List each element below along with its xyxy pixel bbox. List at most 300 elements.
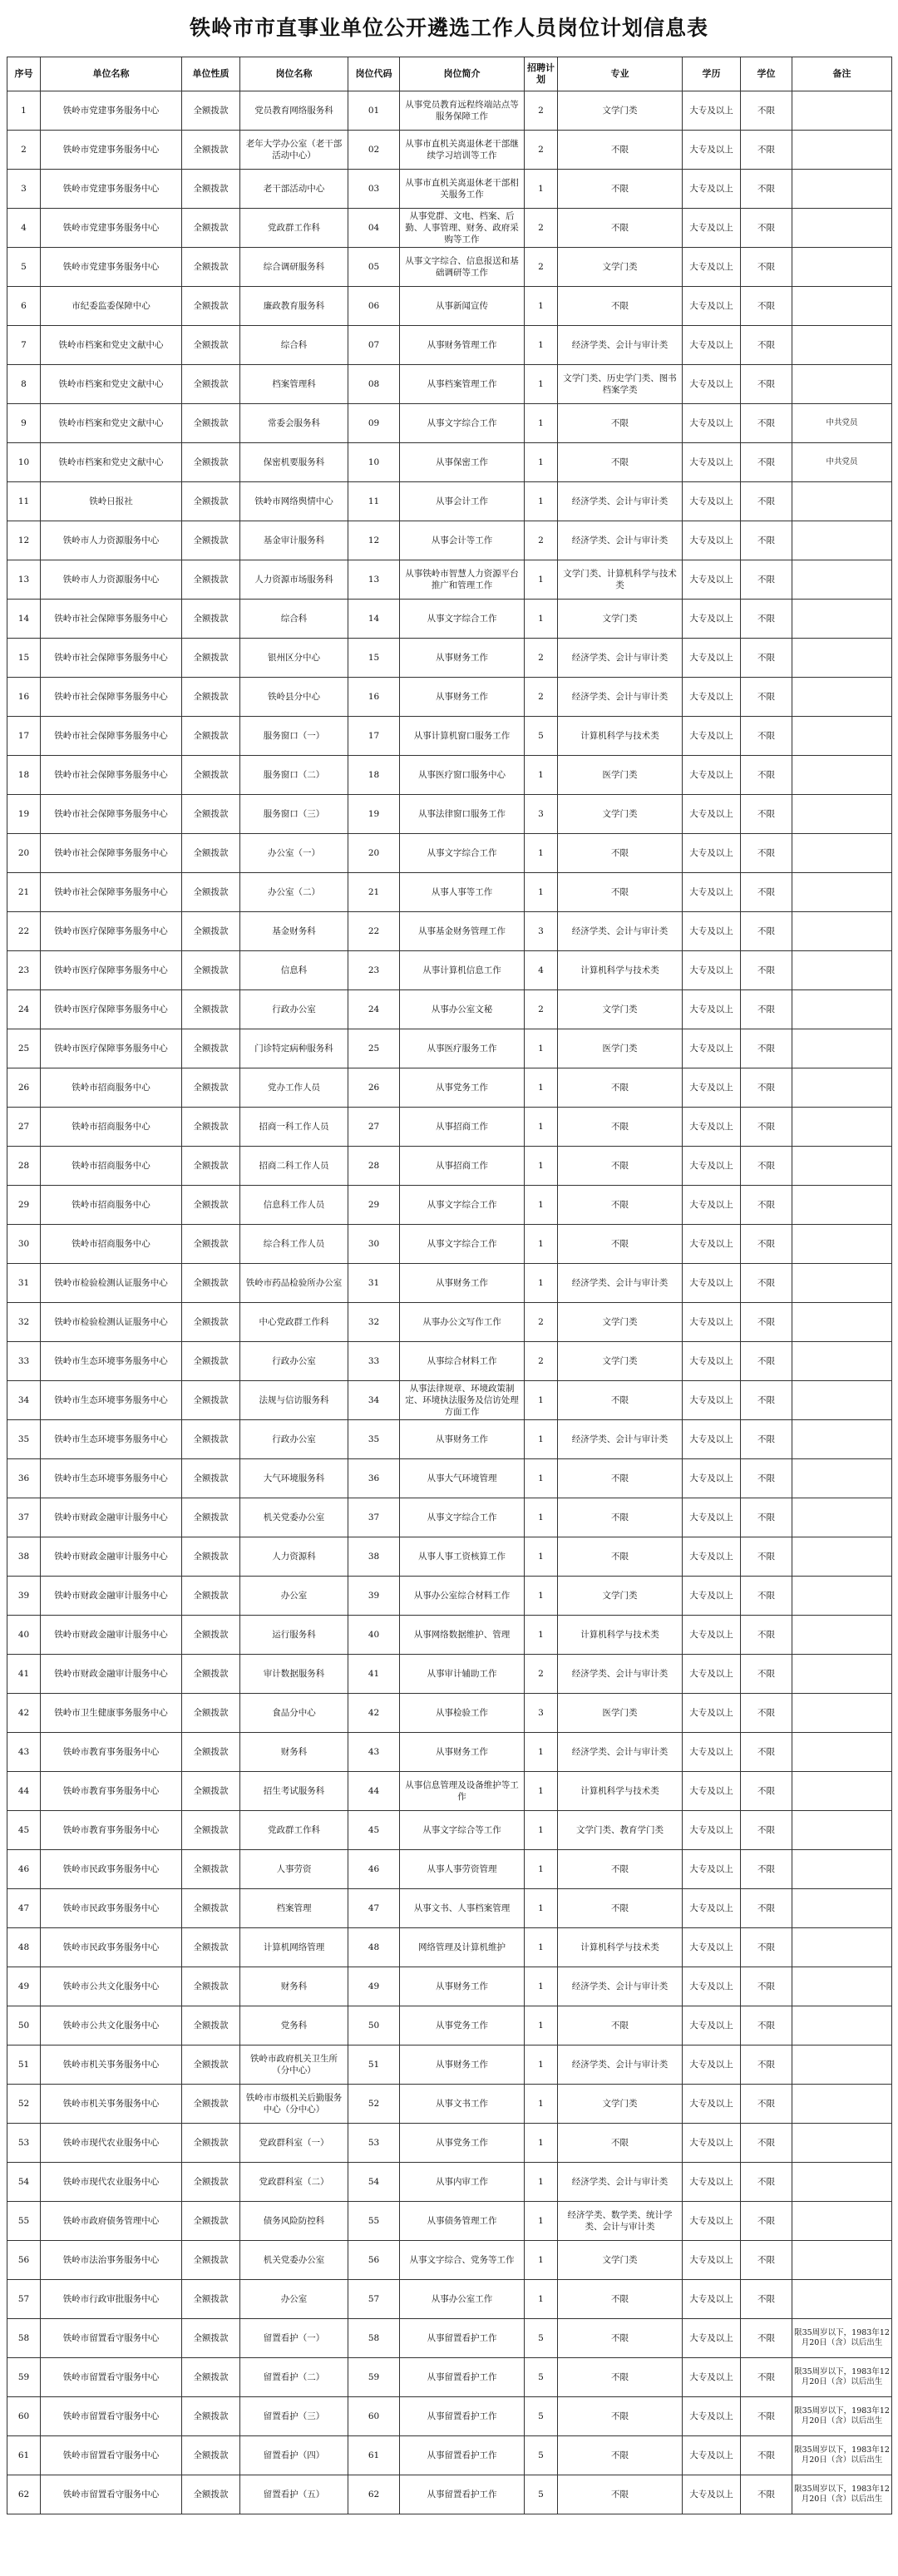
cell-position-code: 16 xyxy=(348,678,400,717)
cell-position-code: 10 xyxy=(348,443,400,482)
cell-education: 大专及以上 xyxy=(683,521,741,560)
cell-position-code: 29 xyxy=(348,1186,400,1225)
cell-education: 大专及以上 xyxy=(683,1811,741,1850)
cell-position-code: 25 xyxy=(348,1029,400,1068)
cell-remark xyxy=(792,1655,892,1694)
cell-position-description: 从事文字综合工作 xyxy=(400,404,525,443)
cell-position-code: 07 xyxy=(348,326,400,365)
cell-major: 经济学类、会计与审计类 xyxy=(558,912,683,951)
cell-index: 20 xyxy=(7,834,41,873)
cell-position-description: 从事人事工资核算工作 xyxy=(400,1537,525,1577)
cell-major: 文学门类 xyxy=(558,2085,683,2124)
table-row xyxy=(7,326,892,365)
cell-hiring-quota: 2 xyxy=(525,91,558,131)
cell-education: 大专及以上 xyxy=(683,2163,741,2202)
cell-remark xyxy=(792,990,892,1029)
table-row xyxy=(7,1264,892,1303)
cell-position-description: 从事文字综合工作 xyxy=(400,834,525,873)
table-row xyxy=(7,1850,892,1889)
cell-unit-name: 铁岭市招商服务中心 xyxy=(41,1068,182,1108)
cell-position-name: 铁岭市市级机关后勤服务中心（分中心） xyxy=(240,2085,348,2124)
cell-degree: 不限 xyxy=(741,1537,792,1577)
cell-education: 大专及以上 xyxy=(683,1772,741,1811)
cell-major: 不限 xyxy=(558,2475,683,2514)
table-row xyxy=(7,1029,892,1068)
cell-remark xyxy=(792,951,892,990)
cell-index: 56 xyxy=(7,2241,41,2280)
cell-position-description: 从事招商工作 xyxy=(400,1147,525,1186)
cell-education: 大专及以上 xyxy=(683,560,741,600)
table-row xyxy=(7,2280,892,2319)
cell-education: 大专及以上 xyxy=(683,1928,741,1967)
cell-major: 经济学类、会计与审计类 xyxy=(558,1264,683,1303)
cell-degree: 不限 xyxy=(741,365,792,404)
table-row xyxy=(7,912,892,951)
cell-remark xyxy=(792,2046,892,2085)
cell-position-name: 审计数据服务科 xyxy=(240,1655,348,1694)
cell-position-name: 留置看护（一） xyxy=(240,2319,348,2358)
cell-position-description: 从事财务工作 xyxy=(400,1967,525,2006)
table-row xyxy=(7,1498,892,1537)
cell-index: 9 xyxy=(7,404,41,443)
cell-position-code: 59 xyxy=(348,2358,400,2397)
cell-remark xyxy=(792,1772,892,1811)
cell-hiring-quota: 1 xyxy=(525,1889,558,1928)
cell-education: 大专及以上 xyxy=(683,873,741,912)
cell-unit-nature: 全额拨款 xyxy=(182,1733,240,1772)
cell-position-description: 从事文字综合、信息报送和基础调研等工作 xyxy=(400,248,525,287)
cell-remark xyxy=(792,2241,892,2280)
cell-unit-nature: 全额拨款 xyxy=(182,1850,240,1889)
cell-position-code: 17 xyxy=(348,717,400,756)
cell-position-code: 24 xyxy=(348,990,400,1029)
cell-position-code: 62 xyxy=(348,2475,400,2514)
cell-unit-nature: 全额拨款 xyxy=(182,1928,240,1967)
cell-position-description: 从事文字综合工作 xyxy=(400,1186,525,1225)
cell-remark xyxy=(792,1420,892,1459)
table-row xyxy=(7,1068,892,1108)
cell-unit-name: 铁岭市社会保障事务服务中心 xyxy=(41,756,182,795)
cell-position-code: 08 xyxy=(348,365,400,404)
cell-index: 6 xyxy=(7,287,41,326)
cell-index: 43 xyxy=(7,1733,41,1772)
cell-degree: 不限 xyxy=(741,2006,792,2046)
cell-position-name: 档案管理科 xyxy=(240,365,348,404)
cell-unit-name: 铁岭市医疗保障事务服务中心 xyxy=(41,951,182,990)
cell-position-description: 从事文书工作 xyxy=(400,2085,525,2124)
cell-index: 4 xyxy=(7,209,41,248)
cell-position-description: 从事市直机关离退休老干部相关服务工作 xyxy=(400,170,525,209)
cell-position-name: 行政办公室 xyxy=(240,990,348,1029)
cell-position-code: 52 xyxy=(348,2085,400,2124)
cell-major: 不限 xyxy=(558,1068,683,1108)
cell-position-name: 机关党委办公室 xyxy=(240,2241,348,2280)
cell-degree: 不限 xyxy=(741,1381,792,1420)
cell-major: 不限 xyxy=(558,2006,683,2046)
cell-major: 文学门类 xyxy=(558,795,683,834)
cell-unit-name: 铁岭市招商服务中心 xyxy=(41,1186,182,1225)
cell-index: 52 xyxy=(7,2085,41,2124)
cell-index: 10 xyxy=(7,443,41,482)
cell-degree: 不限 xyxy=(741,795,792,834)
cell-major: 计算机科学与技术类 xyxy=(558,1772,683,1811)
cell-index: 59 xyxy=(7,2358,41,2397)
cell-position-code: 45 xyxy=(348,1811,400,1850)
cell-hiring-quota: 1 xyxy=(525,1420,558,1459)
cell-education: 大专及以上 xyxy=(683,951,741,990)
table-row xyxy=(7,1147,892,1186)
cell-position-code: 05 xyxy=(348,248,400,287)
cell-remark xyxy=(792,131,892,170)
table-row xyxy=(7,1928,892,1967)
cell-remark xyxy=(792,2280,892,2319)
cell-education: 大专及以上 xyxy=(683,1303,741,1342)
table-row xyxy=(7,1967,892,2006)
cell-hiring-quota: 1 xyxy=(525,1147,558,1186)
cell-unit-nature: 全额拨款 xyxy=(182,1811,240,1850)
cell-hiring-quota: 1 xyxy=(525,1186,558,1225)
cell-unit-name: 市纪委监委保障中心 xyxy=(41,287,182,326)
cell-position-name: 综合调研服务科 xyxy=(240,248,348,287)
cell-position-name: 铁岭市网络舆情中心 xyxy=(240,482,348,521)
cell-index: 58 xyxy=(7,2319,41,2358)
cell-position-name: 服务窗口（二） xyxy=(240,756,348,795)
cell-degree: 不限 xyxy=(741,2436,792,2475)
cell-hiring-quota: 2 xyxy=(525,209,558,248)
cell-position-description: 从事财务工作 xyxy=(400,1733,525,1772)
header-cell-description: 岗位简介 xyxy=(400,57,525,91)
cell-position-name: 食品分中心 xyxy=(240,1694,348,1733)
cell-unit-name: 铁岭市生态环境事务服务中心 xyxy=(41,1459,182,1498)
table-row xyxy=(7,2202,892,2241)
cell-position-code: 50 xyxy=(348,2006,400,2046)
cell-position-name: 计算机网络管理 xyxy=(240,1928,348,1967)
cell-hiring-quota: 1 xyxy=(525,1850,558,1889)
cell-education: 大专及以上 xyxy=(683,1459,741,1498)
cell-education: 大专及以上 xyxy=(683,2202,741,2241)
cell-index: 11 xyxy=(7,482,41,521)
cell-remark xyxy=(792,91,892,131)
cell-degree: 不限 xyxy=(741,1420,792,1459)
cell-position-description: 从事新闻宣传 xyxy=(400,287,525,326)
cell-unit-name: 铁岭市公共文化服务中心 xyxy=(41,2006,182,2046)
cell-major: 不限 xyxy=(558,1147,683,1186)
cell-remark xyxy=(792,834,892,873)
table-row xyxy=(7,1108,892,1147)
cell-position-code: 51 xyxy=(348,2046,400,2085)
cell-index: 48 xyxy=(7,1928,41,1967)
table-row xyxy=(7,1889,892,1928)
cell-position-description: 从事留置看护工作 xyxy=(400,2475,525,2514)
cell-position-code: 23 xyxy=(348,951,400,990)
cell-remark xyxy=(792,1616,892,1655)
cell-position-description: 从事文字综合工作 xyxy=(400,1498,525,1537)
cell-position-code: 41 xyxy=(348,1655,400,1694)
cell-hiring-quota: 1 xyxy=(525,2202,558,2241)
cell-remark xyxy=(792,521,892,560)
table-row xyxy=(7,131,892,170)
cell-position-description: 从事档案管理工作 xyxy=(400,365,525,404)
cell-remark xyxy=(792,1068,892,1108)
cell-position-description: 从事办公文写作工作 xyxy=(400,1303,525,1342)
cell-position-code: 06 xyxy=(348,287,400,326)
cell-hiring-quota: 5 xyxy=(525,2358,558,2397)
cell-unit-name: 铁岭市社会保障事务服务中心 xyxy=(41,600,182,639)
cell-major: 经济学类、会计与审计类 xyxy=(558,1655,683,1694)
cell-education: 大专及以上 xyxy=(683,2241,741,2280)
cell-index: 14 xyxy=(7,600,41,639)
cell-position-code: 40 xyxy=(348,1616,400,1655)
cell-unit-name: 铁岭市法治事务服务中心 xyxy=(41,2241,182,2280)
cell-major: 不限 xyxy=(558,834,683,873)
cell-education: 大专及以上 xyxy=(683,1850,741,1889)
cell-degree: 不限 xyxy=(741,443,792,482)
cell-index: 16 xyxy=(7,678,41,717)
cell-position-description: 从事文书、人事档案管理 xyxy=(400,1889,525,1928)
cell-degree: 不限 xyxy=(741,2046,792,2085)
cell-position-code: 38 xyxy=(348,1537,400,1577)
cell-remark: 限35周岁以下，1983年12月20日（含）以后出生 xyxy=(792,2358,892,2397)
cell-unit-name: 铁岭市教育事务服务中心 xyxy=(41,1772,182,1811)
cell-position-description: 从事留置看护工作 xyxy=(400,2358,525,2397)
cell-position-name: 办公室（二） xyxy=(240,873,348,912)
cell-unit-nature: 全额拨款 xyxy=(182,2085,240,2124)
cell-position-code: 36 xyxy=(348,1459,400,1498)
cell-hiring-quota: 1 xyxy=(525,404,558,443)
table-row xyxy=(7,1420,892,1459)
cell-unit-nature: 全额拨款 xyxy=(182,795,240,834)
cell-unit-name: 铁岭市档案和党史文献中心 xyxy=(41,326,182,365)
cell-position-code: 43 xyxy=(348,1733,400,1772)
cell-unit-name: 铁岭市党建事务服务中心 xyxy=(41,248,182,287)
cell-major: 文学门类 xyxy=(558,1303,683,1342)
cell-hiring-quota: 1 xyxy=(525,1616,558,1655)
cell-position-name: 党务科 xyxy=(240,2006,348,2046)
cell-position-description: 从事党务工作 xyxy=(400,2124,525,2163)
cell-education: 大专及以上 xyxy=(683,912,741,951)
cell-unit-name: 铁岭市民政事务服务中心 xyxy=(41,1850,182,1889)
table-row xyxy=(7,2241,892,2280)
cell-unit-nature: 全额拨款 xyxy=(182,1420,240,1459)
cell-major: 经济学类、会计与审计类 xyxy=(558,1420,683,1459)
cell-degree: 不限 xyxy=(741,1029,792,1068)
cell-index: 21 xyxy=(7,873,41,912)
cell-unit-nature: 全额拨款 xyxy=(182,1186,240,1225)
cell-unit-name: 铁岭市留置看守服务中心 xyxy=(41,2436,182,2475)
cell-remark xyxy=(792,1459,892,1498)
cell-education: 大专及以上 xyxy=(683,2436,741,2475)
header-cell-position: 岗位名称 xyxy=(240,57,348,91)
cell-hiring-quota: 2 xyxy=(525,1303,558,1342)
cell-unit-nature: 全额拨款 xyxy=(182,678,240,717)
cell-position-code: 09 xyxy=(348,404,400,443)
cell-position-name: 综合科 xyxy=(240,600,348,639)
table-row xyxy=(7,1772,892,1811)
cell-position-name: 党办工作人员 xyxy=(240,1068,348,1108)
cell-major: 不限 xyxy=(558,131,683,170)
table-row xyxy=(7,756,892,795)
cell-hiring-quota: 1 xyxy=(525,2280,558,2319)
cell-position-description: 从事财务工作 xyxy=(400,678,525,717)
cell-degree: 不限 xyxy=(741,2163,792,2202)
table-row xyxy=(7,834,892,873)
cell-index: 32 xyxy=(7,1303,41,1342)
header-cell-code: 岗位代码 xyxy=(348,57,400,91)
cell-education: 大专及以上 xyxy=(683,2319,741,2358)
cell-degree: 不限 xyxy=(741,1264,792,1303)
cell-unit-nature: 全额拨款 xyxy=(182,2163,240,2202)
table-row xyxy=(7,2436,892,2475)
table-row xyxy=(7,443,892,482)
cell-education: 大专及以上 xyxy=(683,1889,741,1928)
cell-index: 3 xyxy=(7,170,41,209)
cell-unit-nature: 全额拨款 xyxy=(182,1068,240,1108)
table-row xyxy=(7,717,892,756)
cell-major: 计算机科学与技术类 xyxy=(558,1928,683,1967)
cell-hiring-quota: 1 xyxy=(525,1577,558,1616)
cell-hiring-quota: 3 xyxy=(525,912,558,951)
cell-hiring-quota: 1 xyxy=(525,1733,558,1772)
cell-hiring-quota: 2 xyxy=(525,678,558,717)
cell-unit-nature: 全额拨款 xyxy=(182,756,240,795)
cell-position-description: 从事办公室工作 xyxy=(400,2280,525,2319)
cell-education: 大专及以上 xyxy=(683,2046,741,2085)
cell-education: 大专及以上 xyxy=(683,1498,741,1537)
cell-index: 42 xyxy=(7,1694,41,1733)
cell-degree: 不限 xyxy=(741,404,792,443)
cell-position-description: 从事债务管理工作 xyxy=(400,2202,525,2241)
cell-position-description: 从事文字综合工作 xyxy=(400,600,525,639)
cell-position-name: 廉政教育服务科 xyxy=(240,287,348,326)
cell-position-description: 从事综合材料工作 xyxy=(400,1342,525,1381)
cell-index: 55 xyxy=(7,2202,41,2241)
cell-unit-nature: 全额拨款 xyxy=(182,560,240,600)
cell-remark xyxy=(792,678,892,717)
cell-remark xyxy=(792,2163,892,2202)
cell-hiring-quota: 1 xyxy=(525,1381,558,1420)
cell-position-description: 从事财务管理工作 xyxy=(400,326,525,365)
cell-major: 不限 xyxy=(558,443,683,482)
cell-hiring-quota: 2 xyxy=(525,990,558,1029)
cell-degree: 不限 xyxy=(741,326,792,365)
cell-position-name: 基金财务科 xyxy=(240,912,348,951)
cell-index: 7 xyxy=(7,326,41,365)
cell-education: 大专及以上 xyxy=(683,1655,741,1694)
cell-unit-name: 铁岭市生态环境事务服务中心 xyxy=(41,1381,182,1420)
cell-position-name: 服务窗口（一） xyxy=(240,717,348,756)
cell-hiring-quota: 1 xyxy=(525,560,558,600)
cell-remark xyxy=(792,1694,892,1733)
table-row xyxy=(7,2358,892,2397)
cell-unit-name: 铁岭市财政金融审计服务中心 xyxy=(41,1655,182,1694)
cell-degree: 不限 xyxy=(741,717,792,756)
cell-hiring-quota: 1 xyxy=(525,873,558,912)
cell-major: 经济学类、会计与审计类 xyxy=(558,2163,683,2202)
table-row xyxy=(7,209,892,248)
cell-remark xyxy=(792,248,892,287)
cell-unit-name: 铁岭市教育事务服务中心 xyxy=(41,1811,182,1850)
cell-degree: 不限 xyxy=(741,1186,792,1225)
cell-education: 大专及以上 xyxy=(683,482,741,521)
cell-position-code: 33 xyxy=(348,1342,400,1381)
cell-unit-nature: 全额拨款 xyxy=(182,443,240,482)
table-body xyxy=(7,91,892,2514)
table-row xyxy=(7,951,892,990)
cell-remark xyxy=(792,1967,892,2006)
table-row xyxy=(7,404,892,443)
header-cell-degree: 学位 xyxy=(741,57,792,91)
cell-position-code: 49 xyxy=(348,1967,400,2006)
cell-position-code: 14 xyxy=(348,600,400,639)
cell-major: 经济学类、会计与审计类 xyxy=(558,678,683,717)
cell-position-description: 从事招商工作 xyxy=(400,1108,525,1147)
cell-degree: 不限 xyxy=(741,756,792,795)
cell-position-code: 31 xyxy=(348,1264,400,1303)
cell-index: 33 xyxy=(7,1342,41,1381)
table-row xyxy=(7,248,892,287)
cell-unit-name: 铁岭市财政金融审计服务中心 xyxy=(41,1537,182,1577)
cell-position-code: 34 xyxy=(348,1381,400,1420)
cell-major: 不限 xyxy=(558,2319,683,2358)
cell-degree: 不限 xyxy=(741,1889,792,1928)
cell-major: 不限 xyxy=(558,1381,683,1420)
cell-degree: 不限 xyxy=(741,2397,792,2436)
cell-degree: 不限 xyxy=(741,1068,792,1108)
cell-index: 24 xyxy=(7,990,41,1029)
cell-hiring-quota: 5 xyxy=(525,717,558,756)
cell-education: 大专及以上 xyxy=(683,91,741,131)
cell-unit-nature: 全额拨款 xyxy=(182,1342,240,1381)
cell-education: 大专及以上 xyxy=(683,795,741,834)
cell-index: 17 xyxy=(7,717,41,756)
cell-index: 30 xyxy=(7,1225,41,1264)
cell-unit-name: 铁岭市医疗保障事务服务中心 xyxy=(41,912,182,951)
cell-remark xyxy=(792,873,892,912)
cell-hiring-quota: 1 xyxy=(525,2124,558,2163)
cell-remark xyxy=(792,1889,892,1928)
table-row xyxy=(7,287,892,326)
cell-degree: 不限 xyxy=(741,209,792,248)
cell-position-name: 招商一科工作人员 xyxy=(240,1108,348,1147)
cell-remark xyxy=(792,1264,892,1303)
cell-education: 大专及以上 xyxy=(683,2475,741,2514)
cell-position-code: 39 xyxy=(348,1577,400,1616)
cell-position-description: 从事医疗窗口服务中心 xyxy=(400,756,525,795)
cell-position-code: 22 xyxy=(348,912,400,951)
cell-degree: 不限 xyxy=(741,2202,792,2241)
cell-position-description: 从事文字综合工作 xyxy=(400,1225,525,1264)
cell-position-code: 20 xyxy=(348,834,400,873)
cell-education: 大专及以上 xyxy=(683,1537,741,1577)
cell-index: 46 xyxy=(7,1850,41,1889)
cell-index: 41 xyxy=(7,1655,41,1694)
cell-hiring-quota: 1 xyxy=(525,1537,558,1577)
cell-major: 不限 xyxy=(558,1186,683,1225)
cell-unit-name: 铁岭市医疗保障事务服务中心 xyxy=(41,990,182,1029)
cell-position-code: 58 xyxy=(348,2319,400,2358)
cell-degree: 不限 xyxy=(741,2280,792,2319)
cell-unit-name: 铁岭市检验检测认证服务中心 xyxy=(41,1264,182,1303)
cell-degree: 不限 xyxy=(741,639,792,678)
cell-index: 5 xyxy=(7,248,41,287)
cell-remark xyxy=(792,1186,892,1225)
cell-major: 文学门类 xyxy=(558,248,683,287)
cell-remark xyxy=(792,1811,892,1850)
cell-unit-name: 铁岭市生态环境事务服务中心 xyxy=(41,1420,182,1459)
cell-hiring-quota: 1 xyxy=(525,1068,558,1108)
table-row xyxy=(7,2475,892,2514)
cell-education: 大专及以上 xyxy=(683,1967,741,2006)
